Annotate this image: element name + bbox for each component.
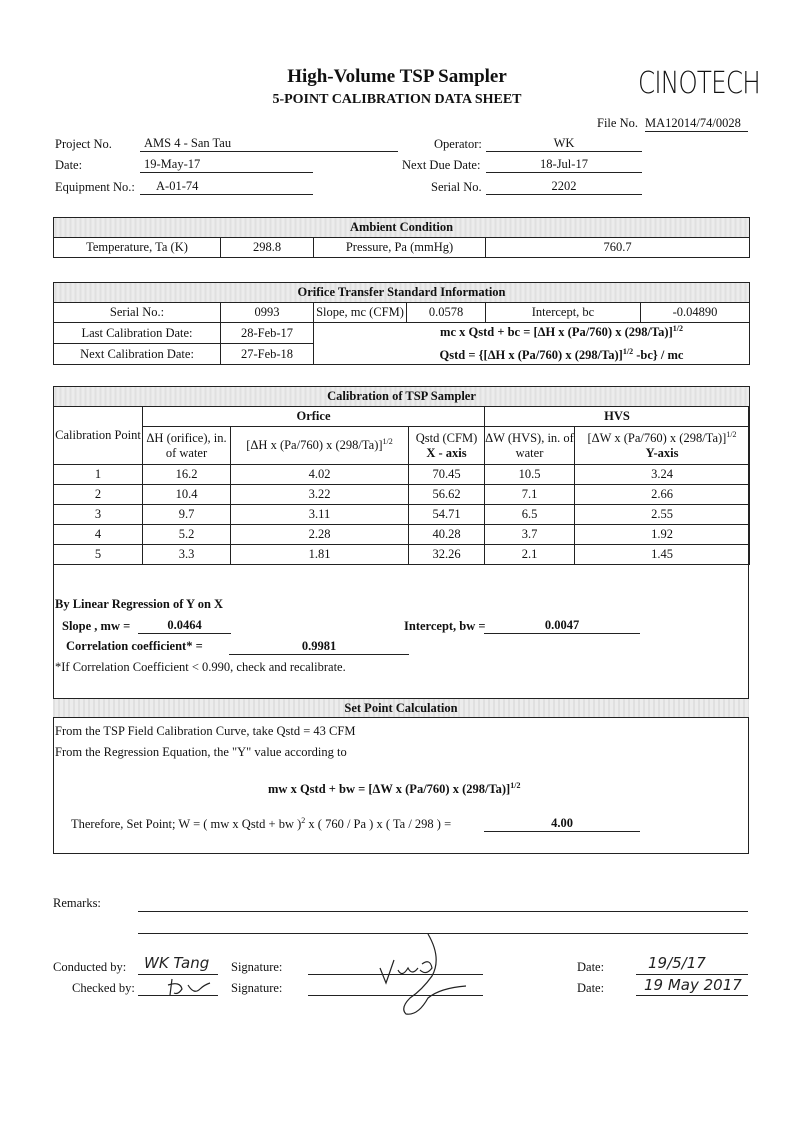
- cal-delta-w-cell: 10.5: [485, 465, 575, 485]
- pressure-value: 760.7: [486, 238, 750, 258]
- temperature-value: 298.8: [221, 238, 314, 258]
- col-delta-h-corrected: [ΔH x (Pa/760) x (298/Ta)]$^{1/2}$: [231, 427, 409, 465]
- date-label-1: Date:: [577, 960, 605, 974]
- cal-point-cell: 5: [54, 545, 143, 565]
- date-handwriting-1: 19/5/17: [648, 954, 706, 972]
- orifice-slope-value: 0.0578: [407, 303, 486, 323]
- col-qstd: Qstd (CFM) X - axis: [409, 427, 485, 465]
- table-row: [54, 525, 750, 545]
- cal-delta-w-corrected-cell: 2.55: [575, 505, 750, 525]
- ambient-heading: Ambient Condition: [54, 218, 750, 238]
- correlation-note: *If Correlation Coefficient < 0.990, check and recalibrate.: [55, 660, 346, 674]
- table-row: [54, 465, 750, 485]
- cal-delta-h-cell: 3.3: [143, 545, 231, 565]
- orifice-serial-label: Serial No.:: [54, 303, 221, 323]
- serial-value: 2202: [486, 179, 642, 195]
- checked-by-label: Checked by:: [72, 981, 135, 995]
- project-label: Project No.: [55, 137, 112, 151]
- cal-point-cell: 2: [54, 485, 143, 505]
- orifice-info-table: [53, 282, 750, 365]
- signature-label-2: Signature:: [231, 981, 283, 995]
- signature-label-1: Signature:: [231, 960, 283, 974]
- cal-delta-w-cell: 2.1: [485, 545, 575, 565]
- setpoint-result: 4.00: [484, 816, 640, 832]
- company-logo: CINOTECH: [638, 66, 760, 101]
- conducted-by-handwriting: WK Tang: [144, 954, 210, 972]
- ambient-condition-table: [53, 217, 750, 258]
- checked-by-initials: [160, 975, 220, 997]
- table-row: [54, 505, 750, 525]
- cal-delta-w-cell: 3.7: [485, 525, 575, 545]
- last-calibration-value: 28-Feb-17: [221, 323, 314, 344]
- remarks-label: Remarks:: [53, 896, 101, 910]
- cal-delta-h-cell: 16.2: [143, 465, 231, 485]
- next-calibration-value: 27-Feb-18: [221, 344, 314, 365]
- cal-point-cell: 1: [54, 465, 143, 485]
- next-calibration-label: Next Calibration Date:: [54, 344, 221, 365]
- regression-intercept-label: Intercept, bw =: [404, 619, 486, 633]
- temperature-label: Temperature, Ta (K): [54, 238, 221, 258]
- table-row: [54, 545, 750, 565]
- date-handwriting-2: 19 May 2017: [644, 976, 742, 994]
- correlation-label: Correlation coefficient* =: [66, 639, 203, 653]
- calibration-table: [53, 386, 750, 565]
- equipment-label: Equipment No.:: [55, 180, 135, 194]
- cal-delta-w-cell: 6.5: [485, 505, 575, 525]
- orifice-heading: Orifice Transfer Standard Information: [54, 283, 750, 303]
- cal-delta-w-corrected-cell: 3.24: [575, 465, 750, 485]
- orifice-serial-value: 0993: [221, 303, 314, 323]
- operator-value: WK: [486, 136, 642, 152]
- regression-intercept-value: 0.0047: [484, 618, 640, 634]
- table-row: [54, 485, 750, 505]
- cal-delta-h-corrected-cell: 4.02: [231, 465, 409, 485]
- cal-delta-w-corrected-cell: 1.92: [575, 525, 750, 545]
- cal-delta-h-cell: 5.2: [143, 525, 231, 545]
- hvs-group-header: HVS: [485, 407, 750, 427]
- correlation-value: 0.9981: [229, 639, 409, 655]
- cal-delta-h-corrected-cell: 1.81: [231, 545, 409, 565]
- signature-handwriting: [370, 928, 480, 1018]
- orifice-group-header: Orfice: [143, 407, 485, 427]
- col-delta-h: ΔH (orifice), in. of water: [143, 427, 231, 465]
- setpoint-formula: Therefore, Set Point; W = ( mw x Qstd + bw )$^2$ x ( 760 / Pa ) x ( Ta / 298 ) =: [71, 816, 452, 832]
- pressure-label: Pressure, Pa (mmHg): [314, 238, 486, 258]
- operator-label: Operator:: [434, 137, 482, 151]
- conducted-by-label: Conducted by:: [53, 960, 127, 974]
- remarks-line-1: [138, 911, 748, 912]
- setpoint-equation: mw x Qstd + bw = [ΔW x (Pa/760) x (298/Ta)]$^{1/2}$: [268, 781, 521, 797]
- cal-qstd-cell: 56.62: [409, 485, 485, 505]
- date-label: Date:: [55, 158, 83, 172]
- cal-point-cell: 3: [54, 505, 143, 525]
- project-value: AMS 4 - San Tau: [140, 136, 398, 152]
- date-line-1: [636, 974, 748, 975]
- orifice-intercept-value: -0.04890: [641, 303, 750, 323]
- cal-qstd-cell: 54.71: [409, 505, 485, 525]
- cal-point-cell: 4: [54, 525, 143, 545]
- cal-delta-w-corrected-cell: 1.45: [575, 545, 750, 565]
- equipment-value: A-01-74: [140, 179, 313, 195]
- orifice-equation-1: mc x Qstd + bc = [ΔH x (Pa/760) x (298/Ta)]$^{1/2}$: [440, 324, 683, 340]
- document-title: High-Volume TSP Sampler: [287, 66, 507, 87]
- cal-delta-w-corrected-cell: 2.66: [575, 485, 750, 505]
- setpoint-line-2: From the Regression Equation, the "Y" value according to: [55, 745, 347, 759]
- col-delta-w: ΔW (HVS), in. of water: [485, 427, 575, 465]
- file-no-label: File No.: [597, 116, 638, 130]
- date-label-2: Date:: [577, 981, 605, 995]
- date-line-2: [636, 995, 748, 996]
- last-calibration-label: Last Calibration Date:: [54, 323, 221, 344]
- calibration-heading: Calibration of TSP Sampler: [54, 387, 750, 407]
- regression-slope-label: Slope , mw =: [62, 619, 131, 633]
- file-no-value: MA12014/74/0028: [645, 116, 748, 132]
- document-subtitle: 5-POINT CALIBRATION DATA SHEET: [272, 92, 522, 107]
- regression-slope-value: 0.0464: [138, 618, 231, 634]
- cal-delta-h-corrected-cell: 3.22: [231, 485, 409, 505]
- col-calibration-point: Calibration Point: [54, 407, 143, 465]
- next-due-label: Next Due Date:: [402, 158, 481, 172]
- setpoint-line-1: From the TSP Field Calibration Curve, take Qstd = 43 CFM: [55, 724, 356, 738]
- orifice-equation-2: Qstd = {[ΔH x (Pa/760) x (298/Ta)]$^{1/2}$ -bc} / mc: [439, 346, 684, 362]
- cal-delta-h-cell: 9.7: [143, 505, 231, 525]
- cal-qstd-cell: 70.45: [409, 465, 485, 485]
- orifice-intercept-label: Intercept, bc: [486, 303, 641, 323]
- cal-delta-h-cell: 10.4: [143, 485, 231, 505]
- regression-heading: By Linear Regression of Y on X: [55, 597, 224, 611]
- cal-qstd-cell: 32.26: [409, 545, 485, 565]
- setpoint-heading: Set Point Calculation: [53, 698, 749, 718]
- cal-delta-h-corrected-cell: 3.11: [231, 505, 409, 525]
- col-delta-w-corrected: [ΔW x (Pa/760) x (298/Ta)]$^{1/2}$ Y-axis: [575, 427, 750, 465]
- serial-label: Serial No.: [431, 180, 482, 194]
- date-value: 19-May-17: [140, 157, 313, 173]
- orifice-slope-label: Slope, mc (CFM): [314, 303, 407, 323]
- cal-qstd-cell: 40.28: [409, 525, 485, 545]
- cal-delta-h-corrected-cell: 2.28: [231, 525, 409, 545]
- next-due-value: 18-Jul-17: [486, 157, 642, 173]
- cal-delta-w-cell: 7.1: [485, 485, 575, 505]
